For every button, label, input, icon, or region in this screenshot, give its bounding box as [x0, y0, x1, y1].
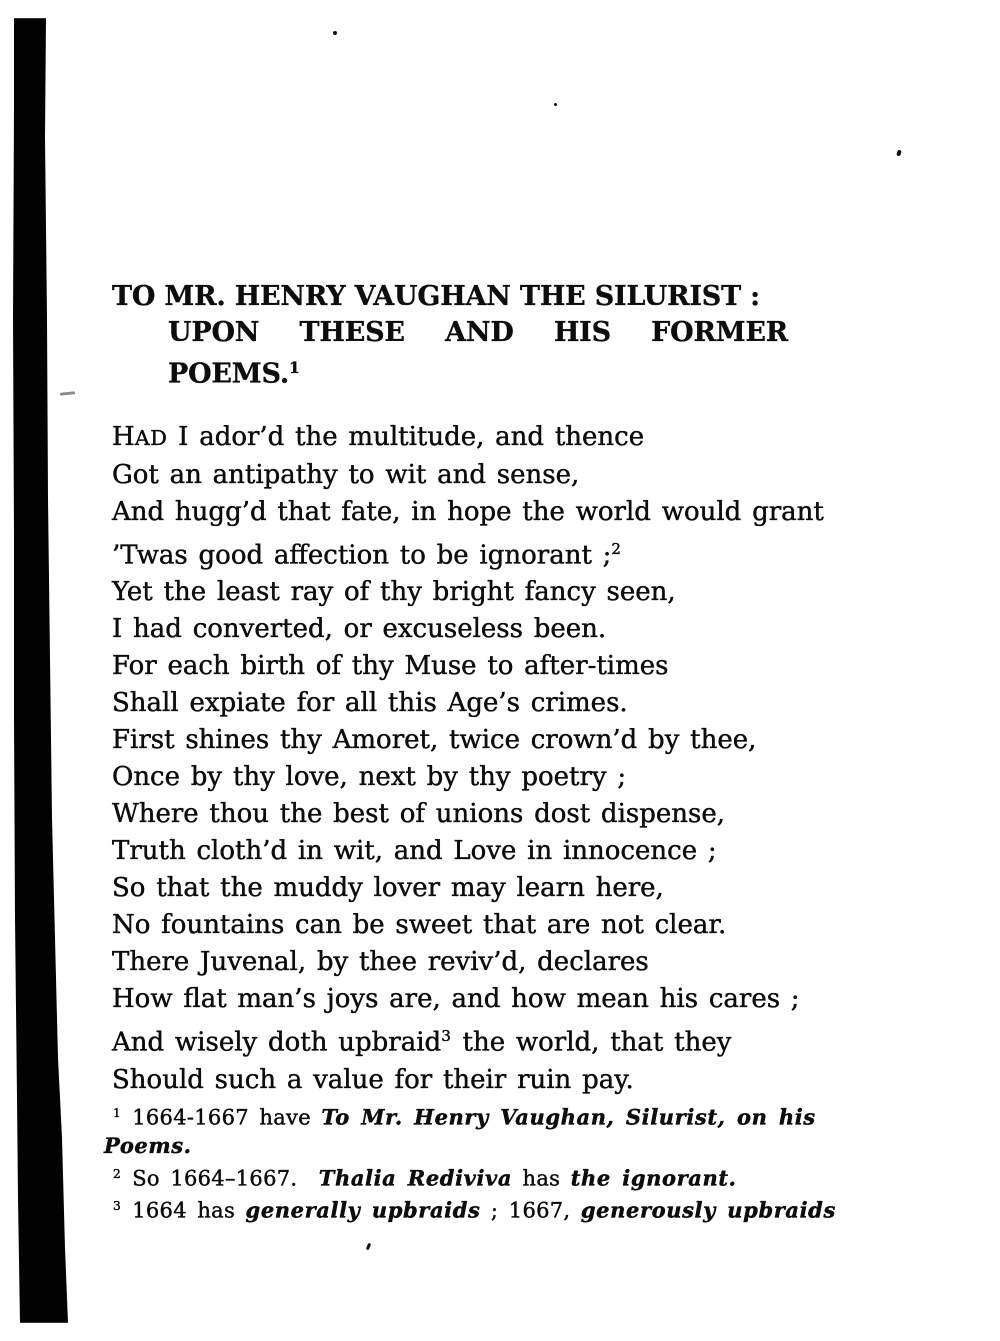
text-segment: First shines thy Amoret, twice crown’d by thee, [112, 725, 757, 756]
footnote-ref-2: 2 [611, 540, 622, 558]
text-segment: And wisely doth upbraid [112, 1027, 442, 1058]
title-line-2: UPON THESE AND HIS FORMER [168, 316, 788, 348]
poem-line [112, 759, 832, 796]
poem-line [112, 870, 832, 907]
footnote-line [104, 1099, 814, 1132]
text-segment: I ador’d the multitude, and thence [167, 422, 645, 452]
text-segment: So 1664–1667. [121, 1166, 298, 1191]
poem-line [112, 981, 832, 1018]
scan-speck [333, 31, 337, 35]
scan-speck [366, 1243, 371, 1251]
text-segment: To Mr. Henry Vaughan, Silurist, on his [321, 1104, 816, 1130]
text-segment [297, 1166, 318, 1190]
poem-line [112, 1062, 832, 1099]
text-segment: generally upbraids [245, 1197, 481, 1223]
text-segment: I had converted, or excuseless been. [112, 614, 607, 645]
poem-line [112, 944, 832, 981]
page-title [112, 279, 802, 392]
footnote-line [104, 1132, 814, 1160]
footnote-line [104, 1192, 836, 1225]
footnotes [104, 1099, 836, 1225]
text-segment: generously upbraids [580, 1197, 836, 1223]
footnote-line [104, 1160, 814, 1193]
text-segment: Shall expiate for all this Age’s crimes. [112, 688, 628, 719]
text-segment: H [112, 422, 135, 452]
poem-line [112, 796, 832, 833]
footnote-ref-1: 1 [289, 358, 300, 377]
poem-line [112, 833, 832, 870]
text-segment: So that the muddy lover may learn here, [112, 873, 664, 904]
title-line-1: TO MR. HENRY VAUGHAN THE SILURIST : [112, 281, 760, 312]
text-segment: Thalia Rediviva [318, 1165, 513, 1191]
text-segment: ; 1667, [480, 1198, 581, 1223]
text-segment: Truth cloth’d in wit, and Love in innocence ; [112, 836, 717, 867]
poem-line [112, 457, 832, 494]
text-segment: Where thou the best of unions dost dispense, [112, 799, 725, 830]
poem-line [112, 419, 832, 457]
text-segment: There Juvenal, by thee reviv’d, declares [112, 947, 649, 978]
poem-line [112, 648, 832, 685]
title-line-3 [168, 350, 802, 392]
text-segment: the world, that they [451, 1027, 732, 1058]
scan-speck [554, 103, 557, 106]
poem-line [112, 907, 832, 944]
poem-line [112, 574, 832, 611]
poem-line [112, 1018, 832, 1061]
text-segment: 1664-1667 have [121, 1105, 322, 1130]
poem-line [112, 494, 832, 531]
text-segment: No fountains can be sweet that are not clear. [112, 910, 727, 941]
poem-line [112, 722, 832, 759]
footnote-ref-3: 3 [441, 1027, 451, 1046]
text-segment: has [512, 1166, 571, 1191]
text-segment: AD [134, 426, 168, 450]
scan-gutter-shadow [0, 18, 80, 1323]
poem-line [112, 611, 832, 648]
text-segment: Poems. [104, 1132, 192, 1158]
text-segment: Once by thy love, next by thy poetry ; [112, 762, 627, 793]
poem [112, 419, 832, 1099]
text-segment: How flat man’s joys are, and how mean his cares ; [112, 984, 800, 1015]
scan-speck [60, 391, 75, 396]
title-line-3-text: POEMS. [168, 358, 290, 390]
text-segment: ’Twas good affection to be ignorant ; [112, 540, 612, 571]
footnote-ref-3: 3 [113, 1199, 121, 1214]
text-segment: Got an antipathy to wit and sense, [112, 460, 580, 490]
footnote-ref-2: 2 [113, 1166, 121, 1181]
text-segment: the ignorant. [570, 1165, 737, 1191]
poem-line [112, 531, 832, 574]
scan-speck [896, 150, 902, 157]
footnote-ref-1: 1 [113, 1106, 121, 1120]
text-segment: 1664 has [121, 1198, 246, 1223]
text-segment: And hugg’d that fate, in hope the world would grant [112, 497, 824, 527]
text-segment: For each birth of thy Muse to after-times [112, 651, 669, 682]
text-segment: Yet the least ray of thy bright fancy seen, [112, 577, 676, 608]
poem-line [112, 685, 832, 722]
text-segment: Should such a value for their ruin pay. [112, 1064, 634, 1095]
